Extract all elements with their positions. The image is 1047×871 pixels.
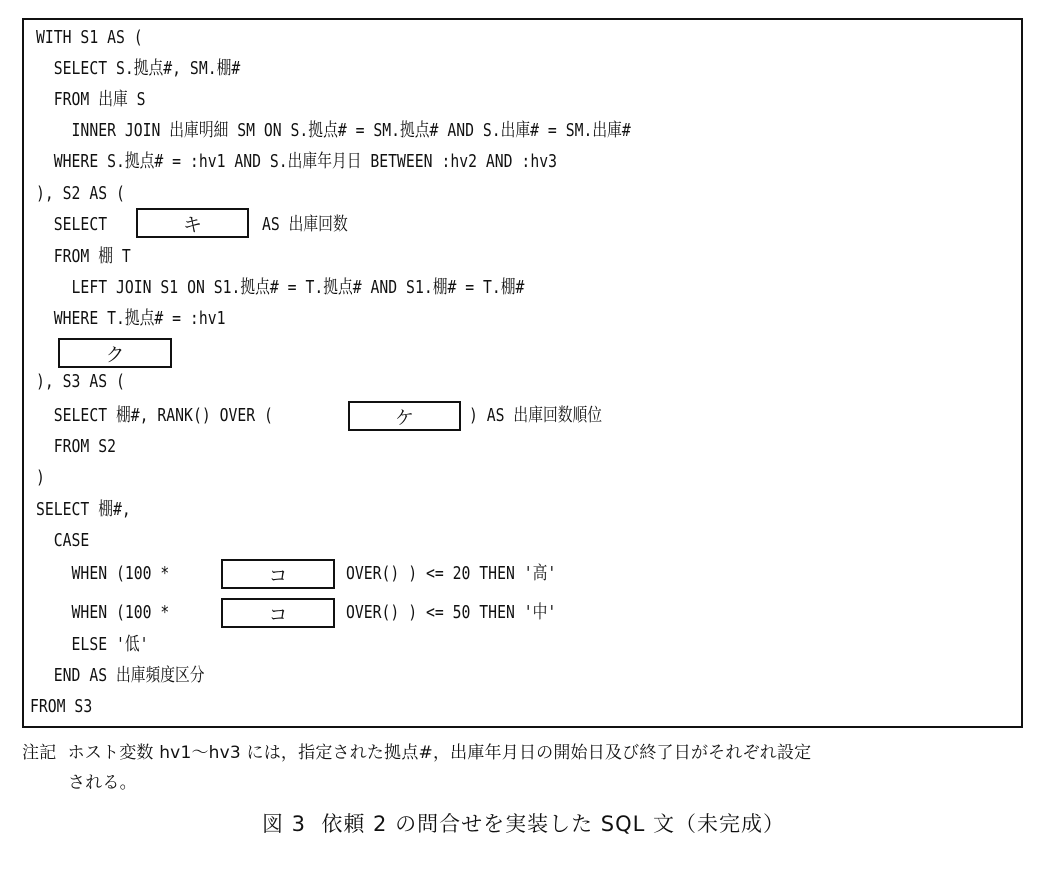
code-line-left-join: LEFT JOIN S1 ON S1.拠点# = T.拠点# AND S1.棚# = T.棚# — [36, 277, 525, 298]
code-line-end-as: END AS 出庫頻度区分 — [36, 665, 205, 686]
code-line-over-20-high: OVER() ) <= 20 THEN '高' — [346, 563, 557, 584]
code-line-select-s2: SELECT — [36, 214, 108, 235]
blank-ke: ケ — [348, 401, 461, 431]
code-line-s3-as: ), S3 AS ( — [36, 371, 125, 392]
code-line-close-paren: ) — [36, 467, 45, 488]
code-line-from-tana: FROM 棚 T — [36, 246, 131, 267]
code-line-s2-as: ), S2 AS ( — [36, 183, 125, 204]
code-line-over-50-mid: OVER() ) <= 50 THEN '中' — [346, 602, 557, 623]
code-line-inner-join: INNER JOIN 出庫明細 SM ON S.拠点# = SM.拠点# AND S.出庫# = SM.出庫# — [36, 120, 631, 141]
code-line-select-s1: SELECT S.拠点#, SM.棚# — [36, 58, 241, 79]
code-line-case: CASE — [36, 530, 90, 551]
blank-ko-1: コ — [221, 559, 335, 589]
code-line-from-s2: FROM S2 — [36, 436, 116, 457]
code-line-as-shukko-kaisu-juni: ) AS 出庫回数順位 — [469, 405, 602, 426]
code-line-from-shukko: FROM 出庫 S — [36, 89, 146, 110]
code-line-else-low: ELSE '低' — [36, 634, 149, 655]
figure-caption: 図 3 依頼 2 の問合せを実装した SQL 文（未完成） — [261, 812, 785, 836]
blank-ku: ク — [58, 338, 172, 368]
blank-ki: キ — [136, 208, 249, 238]
code-line-from-s3: FROM S3 — [30, 696, 93, 717]
note-line-1: 注記 ホスト変数 hv1～hv3 には，指定された拠点#，出庫年月日の開始日及び終了日がそれぞれ設定 — [22, 743, 812, 763]
code-line-as-shukko-kaisu: AS 出庫回数 — [262, 214, 348, 235]
blank-ko-2: コ — [221, 598, 335, 628]
code-line-select-tana: SELECT 棚#, — [36, 499, 131, 520]
code-line-when-50: WHEN (100 * — [36, 602, 170, 623]
code-line-where-s2: WHERE T.拠点# = :hv1 — [36, 308, 226, 329]
code-line-when-20: WHEN (100 * — [36, 563, 170, 584]
code-line-where-s1: WHERE S.拠点# = :hv1 AND S.出庫年月日 BETWEEN :hv2 AND :hv3 — [36, 151, 557, 172]
note-line-2: される。 — [68, 773, 137, 793]
code-line-select-s3: SELECT 棚#, RANK() OVER ( — [36, 405, 273, 426]
code-line-with-s1: WITH S1 AS ( — [36, 27, 143, 48]
